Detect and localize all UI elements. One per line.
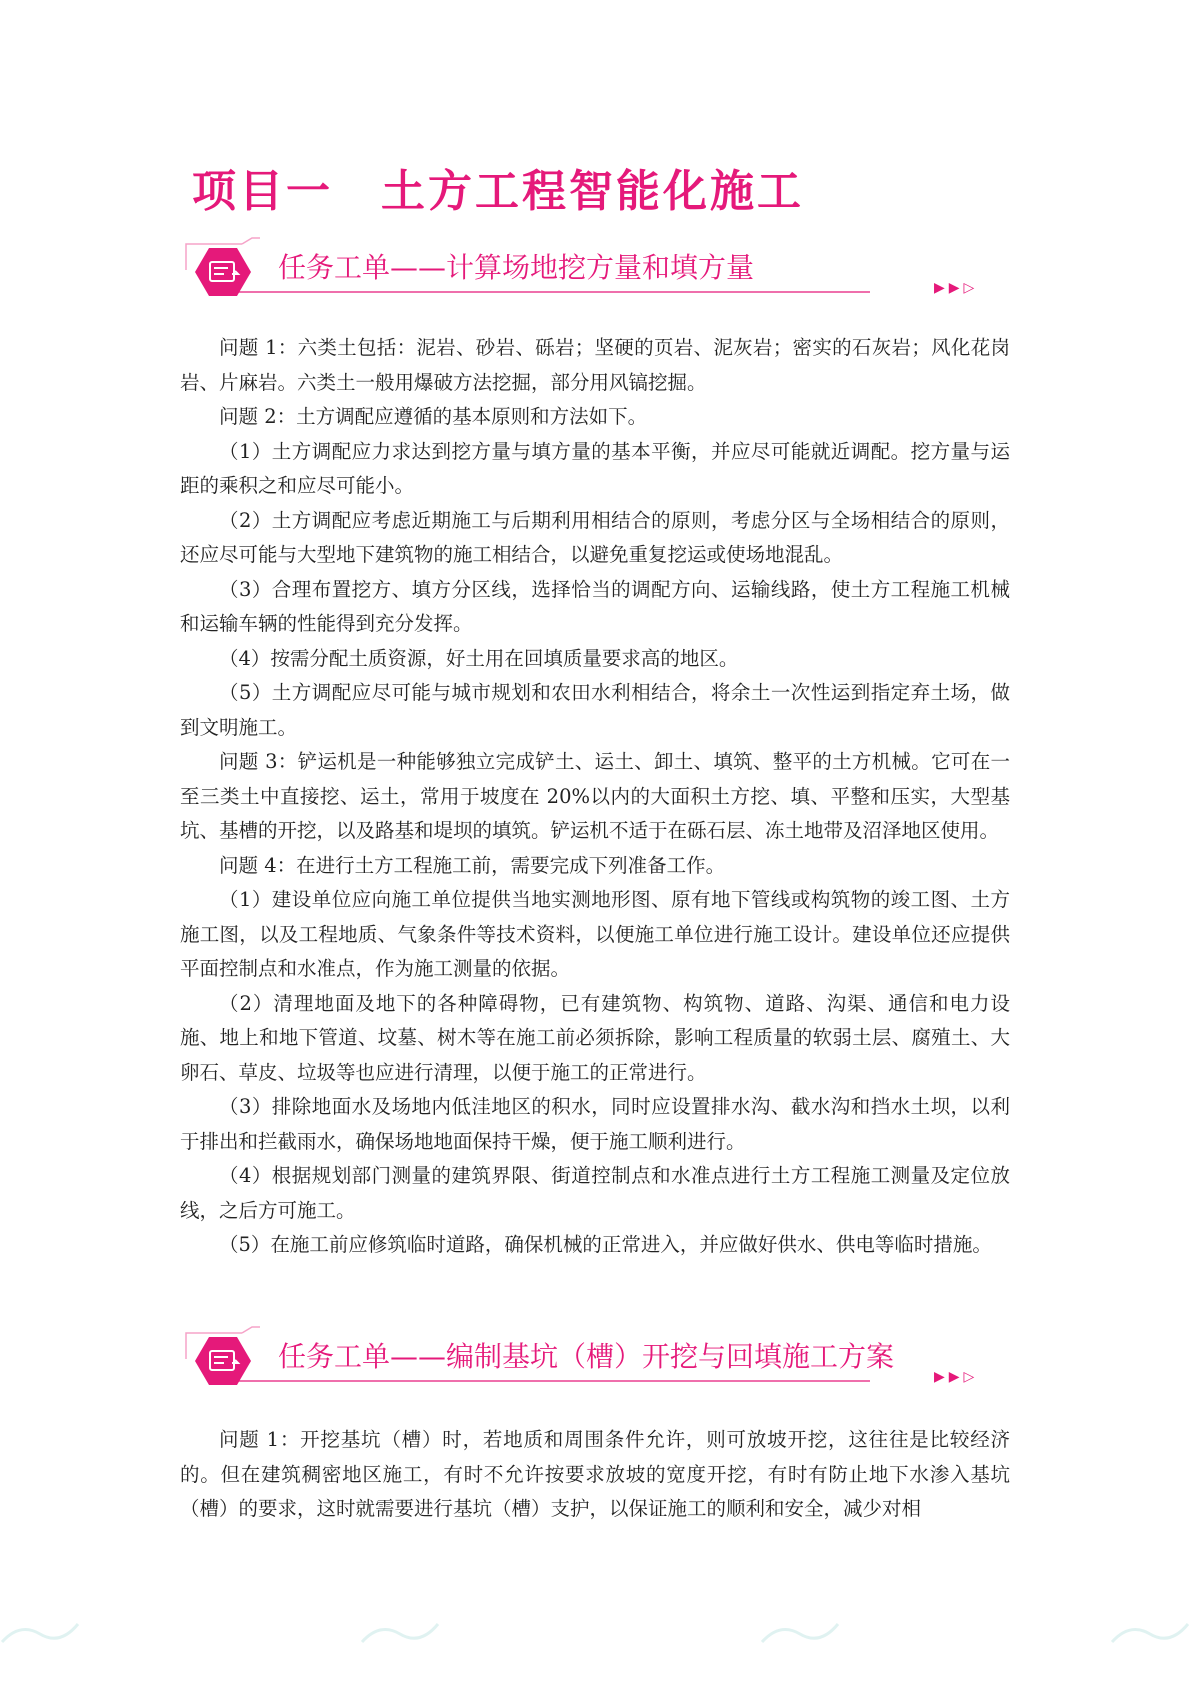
worksheet-icon [194, 246, 252, 298]
paragraph: （3）合理布置挖方、填方分区线，选择恰当的调配方向、运输线路，使土方工程施工机械和运输车辆的性能得到充分发挥。 [180, 577, 1010, 635]
section-body-2 [180, 1423, 1010, 1527]
section-header-2 [180, 1325, 1000, 1397]
project-name: 土方工程智能化施工 [381, 166, 804, 217]
section-title: 任务工单——编制基坑（槽）开挖与回填施工方案 [278, 1340, 895, 1373]
paragraph: （5）在施工前应修筑临时道路，确保机械的正常进入，并应做好供水、供电等临时措施。 [219, 1233, 992, 1256]
publisher-watermark-icon [360, 1612, 440, 1652]
worksheet-icon [194, 1335, 252, 1387]
paragraph: （1）建设单位应向施工单位提供当地实测地形图、原有地下管线或构筑物的竣工图、土方施工图，以及工程地质、气象条件等技术资料，以便施工单位进行施工设计。建设单位还应提供平面控制点和水准点，作为施工测量的依据。 [180, 888, 1010, 980]
page-title [192, 164, 804, 220]
paragraph: （4）按需分配土质资源，好土用在回填质量要求高的地区。 [219, 646, 739, 670]
publisher-watermark-icon [0, 1612, 80, 1652]
project-number: 项目一 [192, 166, 333, 217]
paragraph: （2）清理地面及地下的各种障碍物，已有建筑物、构筑物、道路、沟渠、通信和电力设施、地上和地下管道、坟墓、树木等在施工前必须拆除，影响工程质量的软弱土层、腐殖土、大卵石、草皮、垃圾等也应进行清理，以便于施工的正常进行。 [180, 991, 1010, 1084]
section-body-1 [180, 331, 1010, 1263]
triple-arrow-right-icon: ▶▶▷ [934, 1369, 979, 1385]
paragraph: 问题 1：开挖基坑（槽）时，若地质和周围条件允许，则可放坡开挖，这往往是比较经济的。但在建筑稠密地区施工，有时不允许按要求放坡的宽度开挖，有时有防止地下水渗入基坑（槽）的要求，这时就需要进行基坑（槽）支护，以保证施工的顺利和安全，减少对相 [180, 1428, 1010, 1520]
section-header-1 [180, 236, 1000, 308]
paragraph: 问题 4：在进行土方工程施工前，需要完成下列准备工作。 [219, 853, 726, 877]
paragraph: 问题 3：铲运机是一种能够独立完成铲土、运土、卸土、填筑、整平的土方机械。它可在一至三类土中直接挖、运土，常用于坡度在 20%以内的大面积土方挖、填、平整和压实，大型基坑、基槽的开挖，以及路基和堤坝的填筑。铲运机不适于在砾石层、冻土地带及沼泽地区使用。 [180, 750, 1010, 842]
paragraph: 问题 2：土方调配应遵循的基本原则和方法如下。 [219, 405, 648, 428]
paragraph: （4）根据规划部门测量的建筑界限、街道控制点和水准点进行土方工程施工测量及定位放线，之后方可施工。 [180, 1164, 1010, 1222]
paragraph: （2）土方调配应考虑近期施工与后期利用相结合的原则，考虑分区与全场相结合的原则，还应尽可能与大型地下建筑物的施工相结合，以避免重复挖运或使场地混乱。 [180, 508, 1010, 566]
paragraph: （5）土方调配应尽可能与城市规划和农田水利相结合，将余土一次性运到指定弃土场，做到文明施工。 [180, 681, 1010, 739]
publisher-watermark-icon [1110, 1612, 1190, 1652]
paragraph: （1）土方调配应力求达到挖方量与填方量的基本平衡，并应尽可能就近调配。挖方量与运距的乘积之和应尽可能小。 [180, 439, 1010, 497]
section-title: 任务工单——计算场地挖方量和填方量 [278, 251, 755, 284]
paragraph: （3）排除地面水及场地内低洼地区的积水，同时应设置排水沟、截水沟和挡水土坝，以利于排出和拦截雨水，确保场地地面保持干燥，便于施工顺利进行。 [180, 1095, 1010, 1153]
publisher-watermark-icon [760, 1612, 840, 1652]
paragraph: 问题 1：六类土包括：泥岩、砂岩、砾岩；坚硬的页岩、泥灰岩；密实的石灰岩；风化花岗岩、片麻岩。六类土一般用爆破方法挖掘，部分用风镐挖掘。 [180, 336, 1010, 394]
triple-arrow-right-icon: ▶▶▷ [934, 280, 979, 296]
